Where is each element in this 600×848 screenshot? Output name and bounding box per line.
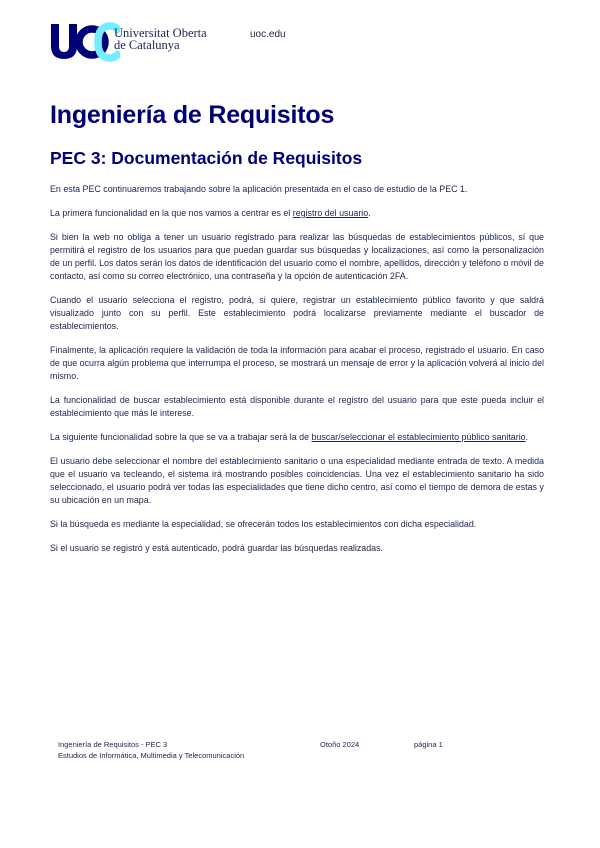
buscar-establecimiento-link[interactable]: buscar/seleccionar el establecimiento público sanitario (311, 432, 526, 442)
university-website: uoc.edu (250, 29, 286, 40)
paragraph-validation: Finalmente, la aplicación requiere la validación de toda la información para acabar el proceso, registrado el usuario. En caso de que ocurra algún problema que interrumpa el proceso, se mostrará un mensaje de error y la aplicación volverá al inicio del mismo. (50, 345, 544, 381)
paragraph-intro: En esta PEC continuaremos trabajando sobre la aplicación presentada en el caso de estudio de la PEC 1. (50, 184, 468, 194)
paragraph-search-availability: La funcionalidad de buscar establecimiento está disponible durante el registro del usuario para que este pueda incluir el establecimiento que más le interese. (50, 395, 544, 418)
footer-page-number: página 1 (414, 740, 443, 749)
university-name-line1: Universitat Oberta (114, 26, 207, 40)
paragraph-favorite-establishment: Cuando el usuario selecciona el registro, podrá, si quiere, registrar un establecimiento público favorito y que saldrá visualizado junto con su perfil. Este establecimiento podrá localizarse previamente mediante el buscador de establecimientos. (50, 295, 544, 331)
paragraph-text: . (525, 432, 529, 442)
footer-studies: Estudios de Informática, Multimedia y Telecomunicación (58, 751, 245, 760)
document-title: Ingeniería de Requisitos (50, 101, 335, 129)
page-footer (58, 740, 538, 762)
paragraph-text: La siguiente funcionalidad sobre la que se va a trabajar será la de (50, 432, 312, 442)
registro-usuario-link[interactable]: registro del usuario (292, 208, 369, 218)
page-header (50, 22, 550, 72)
paragraph-save-searches: Si el usuario se registró y está autenticado, podrá guardar las búsquedas realizadas. (50, 543, 384, 553)
paragraph-second-functionality (50, 431, 544, 444)
paragraph-text: . (368, 208, 371, 218)
paragraph-registration-details: Si bien la web no obliga a tener un usuario registrado para realizar las búsquedas de establecimientos públicos, sí que permitirá el registro de los usuarios para que puedan guardar sus búsquedas y localizaciones, así como la personalización de un perfil. Los datos serán los datos de identificación del usuario como el nombre, apellidos, dirección y teléfono o móvil de contacto, así como su correo electrónico, una contraseña y la opción de autenticación 2FA. (50, 232, 544, 281)
university-name (114, 27, 207, 51)
uoc-logo (50, 22, 120, 66)
paragraph-text: La primera funcionalidad en la que nos vamos a centrar es el (50, 208, 293, 218)
footer-date: Otoño 2024 (320, 740, 360, 749)
document-subtitle: PEC 3: Documentación de Requisitos (50, 148, 363, 168)
paragraph-specialty-search: Si la búsqueda es mediante la especialidad, se ofrecerán todos los establecimientos con dicha especialidad. (50, 519, 477, 529)
document-body (50, 183, 544, 566)
paragraph-first-functionality (50, 207, 544, 220)
footer-course: Ingeniería de Requisitos - PEC 3 (58, 740, 168, 749)
paragraph-search-process: El usuario debe seleccionar el nombre del establecimiento sanitario o una especialidad mediante entrada de texto. A medida que el usuario va tecleando, el sistema irá mostrando posibles coincidencias. Una vez el establecimiento sanitario ha sido seleccionado, el usuario podrá ver todas las especialidades que tiene dicho centro, así como el tiempo de demora de estas y su ubicación en un mapa. (50, 456, 544, 505)
university-name-line2: de Catalunya (114, 38, 180, 52)
